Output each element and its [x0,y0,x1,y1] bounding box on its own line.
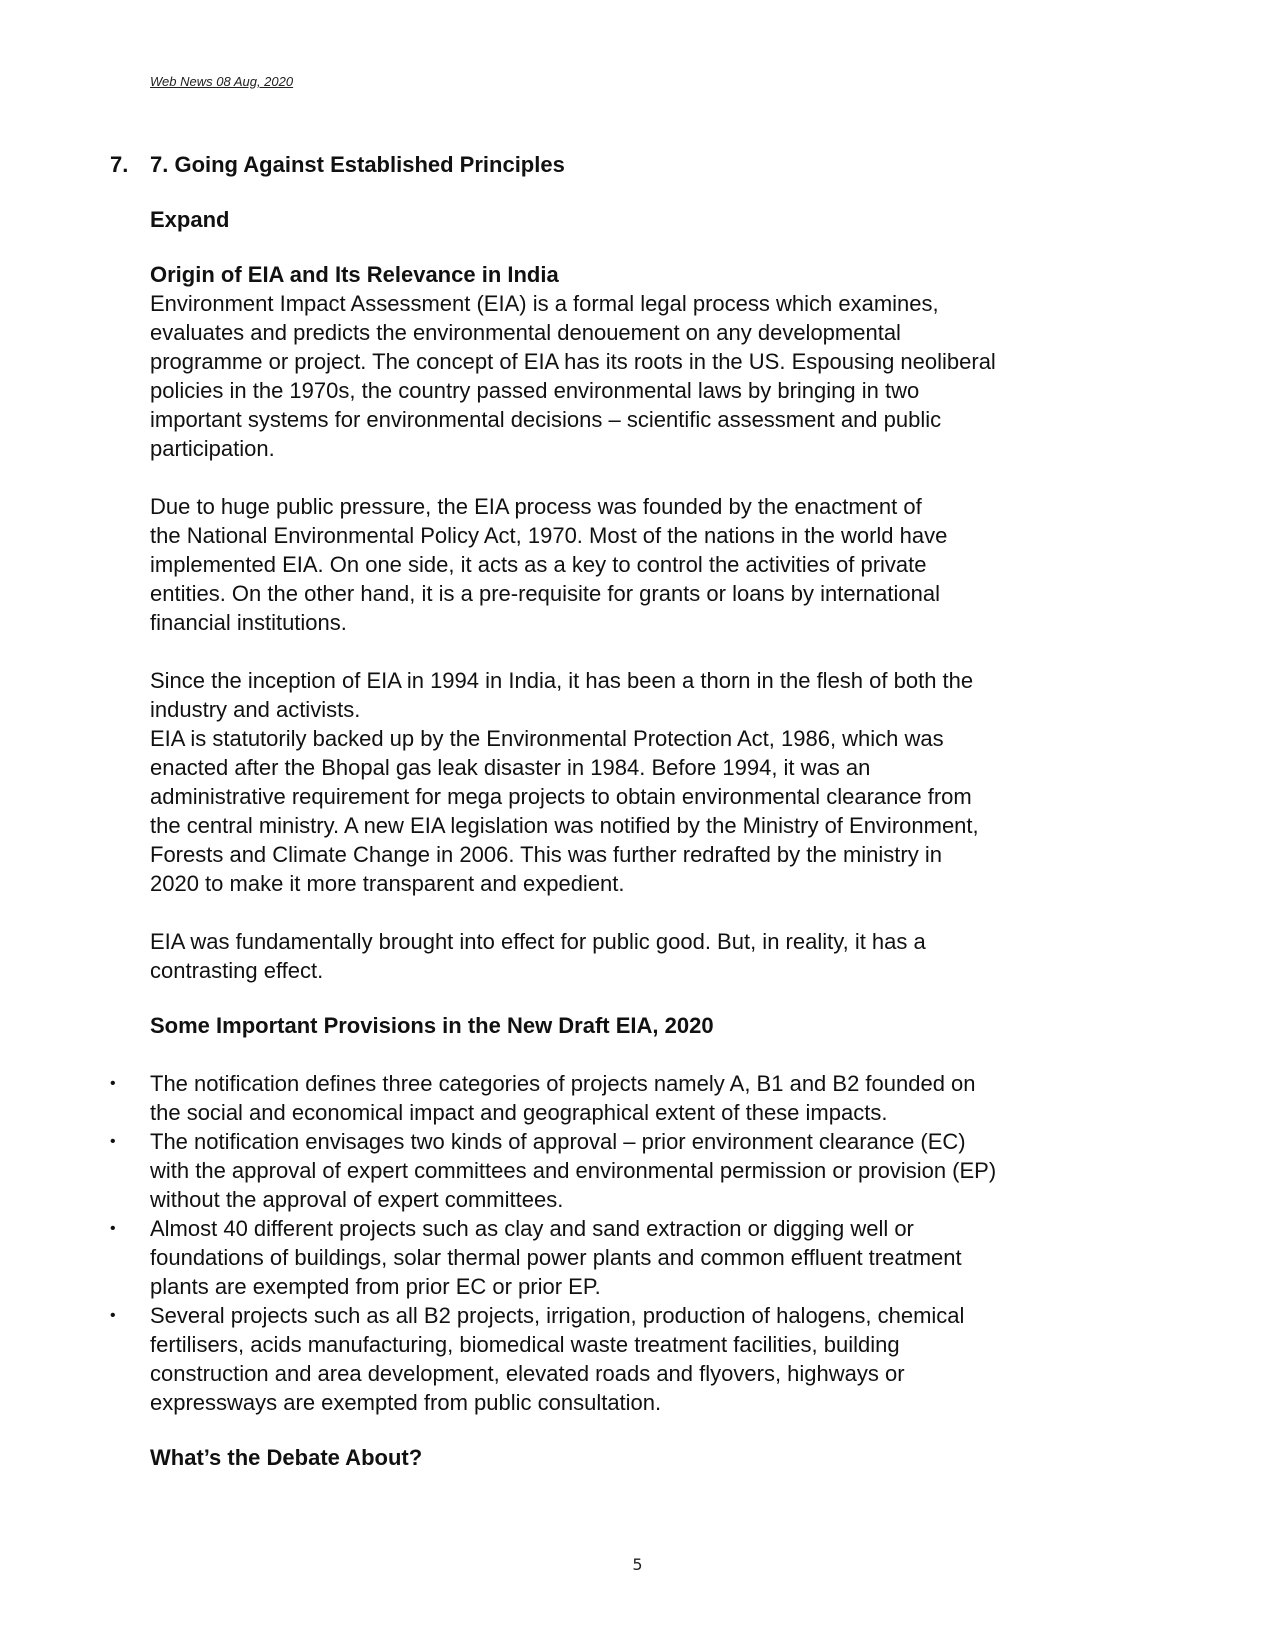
origin-paragraph [150,289,1130,463]
text-line: plants are exempted from prior EC or prior EP. [150,1274,601,1299]
text-line: The notification defines three categories of projects namely A, B1 and B2 founded on [150,1071,976,1096]
list-item [110,1127,1130,1214]
text-line: industry and activists. [150,697,361,722]
text-line: important systems for environmental decisions – scientific assessment and public [150,407,942,432]
text-line: the central ministry. A new EIA legislation was notified by the Ministry of Environment, [150,813,979,838]
text-line: fertilisers, acids manufacturing, biomedical waste treatment facilities, building [150,1332,900,1357]
numbered-item [110,150,1130,1472]
india-paragraph [150,666,1130,898]
bullet-icon: • [110,1220,116,1237]
item-body [110,150,1130,1472]
nepa-paragraph [150,492,1130,637]
text-line: 2020 to make it more transparent and expedient. [150,871,625,896]
text-line: evaluates and predicts the environmental denouement on any developmental [150,320,901,345]
text-line: entities. On the other hand, it is a pre-requisite for grants or loans by international [150,581,940,606]
text-line: administrative requirement for mega projects to obtain environmental clearance from [150,784,972,809]
provisions-heading: Some Important Provisions in the New Draft EIA, 2020 [150,1013,714,1038]
text-line: Since the inception of EIA in 1994 in India, it has been a thorn in the flesh of both the [150,668,974,693]
page-number: 5 [632,1555,643,1574]
text-line: the National Environmental Policy Act, 1970. Most of the nations in the world have [150,523,948,548]
text-line: policies in the 1970s, the country passed environmental laws by bringing in two [150,378,920,403]
bullet-icon: • [110,1133,116,1150]
bullet-icon: • [110,1307,116,1324]
bullet-icon: • [110,1075,116,1092]
text-line: EIA was fundamentally brought into effect for public good. But, in reality, it has a [150,929,926,954]
text-line: enacted after the Bhopal gas leak disaster in 1984. Before 1994, it was an [150,755,871,780]
item-title: 7. Going Against Established Principles [150,152,565,177]
text-line: Forests and Climate Change in 2006. This was further redrafted by the ministry in [150,842,942,867]
list-item [110,1301,1130,1417]
text-line: Due to huge public pressure, the EIA process was founded by the enactment of [150,494,922,519]
list-item [110,1069,1130,1127]
text-line: with the approval of expert committees and environmental permission or provision (EP) [150,1158,997,1183]
text-line: financial institutions. [150,610,347,635]
text-line: programme or project. The concept of EIA has its roots in the US. Espousing neoliberal [150,349,996,374]
text-line: Almost 40 different projects such as clay and sand extraction or digging well or [150,1216,914,1241]
debate-heading: What’s the Debate About? [150,1445,423,1470]
list-item [110,1214,1130,1301]
provisions-list [110,1069,1130,1417]
text-line: EIA is statutorily backed up by the Environmental Protection Act, 1986, which was [150,726,944,751]
origin-heading: Origin of EIA and Its Relevance in India [150,262,559,287]
text-line: The notification envisages two kinds of approval – prior environment clearance (EC) [150,1129,966,1154]
text-line: participation. [150,436,275,461]
text-line: contrasting effect. [150,958,324,983]
item-number: 7. [110,152,129,177]
text-line: implemented EIA. On one side, it acts as a key to control the activities of private [150,552,927,577]
text-line: Several projects such as all B2 projects, irrigation, production of halogens, chemical [150,1303,965,1328]
document-body [110,150,1130,1472]
text-line: Environment Impact Assessment (EIA) is a formal legal process which examines, [150,291,939,316]
web-news-header: Web News 08 Aug, 2020 [150,74,294,89]
effect-paragraph [150,927,1130,985]
text-line: without the approval of expert committees. [150,1187,564,1212]
text-line: foundations of buildings, solar thermal power plants and common effluent treatment [150,1245,962,1270]
expand-label: Expand [150,207,230,232]
text-line: expressways are exempted from public consultation. [150,1390,662,1415]
text-line: the social and economical impact and geographical extent of these impacts. [150,1100,888,1125]
text-line: construction and area development, elevated roads and flyovers, highways or [150,1361,905,1386]
